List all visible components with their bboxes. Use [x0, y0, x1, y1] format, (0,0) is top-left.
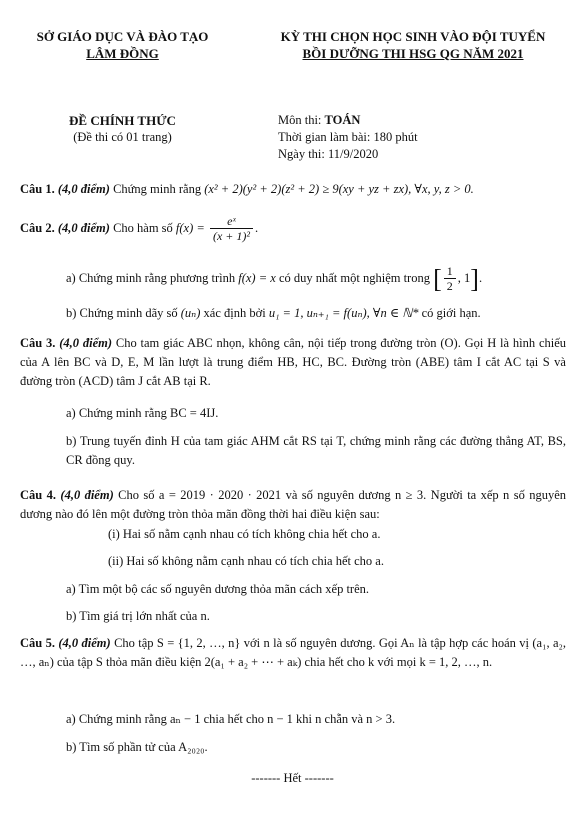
q2-label: Câu 2. — [20, 220, 55, 235]
q5-part-b: b) Tìm số phần tử của A₂₀₂₀. — [66, 740, 208, 754]
q2-function-numerator: eˣ — [210, 214, 253, 229]
subject-line — [278, 112, 418, 129]
q2-part-a: a) Chứng minh rằng phương trình f(x) = x có duy nhất một nghiệm trong [ $\frac{1}{2}$ , 1]. — [66, 264, 483, 294]
q1-label: Câu 1. — [20, 182, 55, 196]
org-line-1: SỞ GIÁO DỤC VÀ ĐÀO TẠO — [36, 29, 209, 44]
q4-points: (4,0 điểm) — [60, 488, 114, 502]
question-2: Câu 2. (4,0 điểm) Cho hàm số f(x) = $\frac{\text{eˣ}}{\text{(x + 1)²}}$ . — [20, 214, 259, 243]
header-exam-title — [258, 28, 568, 62]
q2a-interval-den: 2 — [446, 279, 453, 293]
question-3 — [20, 334, 566, 391]
org-line-2 — [20, 45, 225, 62]
right-bracket-icon: ] — [470, 264, 479, 294]
subject-label: Môn thi: — [278, 113, 325, 127]
subject-value: TOÁN — [324, 113, 361, 127]
q2a-interval-rest: , 1 — [457, 270, 471, 285]
org-line-2-text: LÂM ĐỒNG — [86, 46, 159, 61]
official-block — [20, 112, 225, 146]
question-4 — [20, 486, 566, 524]
q1-text: Chứng minh rằng — [113, 182, 202, 196]
q2a-interval-fraction — [444, 264, 456, 294]
q2b-end: có giới hạn. — [421, 306, 481, 320]
q4-label: Câu 4. — [20, 488, 56, 502]
q3-text: Cho tam giác ABC nhọn, không cân, nội tiếp trong đường tròn (O). Gọi H là hình chiếu của A lên BC và D, E, M lần lượt là trung điểm HB, HC, BC. Đường tròn (ABE) tâm I cắt AC tại S và đường tròn (ACD) tâm J cắt AB tại R. — [20, 336, 567, 388]
end-marker: ------- Hết ------- — [251, 771, 334, 785]
q2-function-fraction — [210, 214, 253, 244]
question-1 — [20, 180, 566, 199]
q4-condition-1: (i) Hai số nằm cạnh nhau có tích không chia hết cho a. — [108, 527, 381, 541]
q3-part-b: b) Trung tuyến đỉnh H của tam giác AHM cắt RS tại T, chứng minh rằng các đường thẳng AT, BS, CR đồng quy. — [66, 434, 566, 467]
q5-text: Cho tập S = {1, 2, …, n} với n là số nguyên dương. Gọi Aₙ là tập hợp các hoán vị (a₁, a₂, …, aₙ) của tập S thỏa mãn điều kiện 2(a₁ + a₂ + ⋯ + aₖ) chia hết cho k với mọi k = 1, 2, …, n. — [20, 636, 566, 669]
exam-title-line-2-text: BỒI DƯỠNG THI HSG QG NĂM 2021 — [302, 46, 524, 61]
q5-points: (4,0 điểm) — [58, 636, 111, 650]
page-count-note: (Đề thi có 01 trang) — [73, 130, 172, 144]
header-organization — [20, 28, 225, 62]
q4-part-b: b) Tìm giá trị lớn nhất của n. — [66, 609, 210, 623]
time-line: Thời gian làm bài: 180 phút — [278, 130, 418, 144]
q2a-interval-num: 1 — [444, 264, 456, 279]
q2b-text: b) Chứng minh dãy số — [66, 306, 178, 320]
exam-title-line-2 — [258, 45, 568, 62]
q2a-equation: f(x) = x — [238, 270, 276, 285]
q3-points: (4,0 điểm) — [59, 336, 113, 350]
q3-label: Câu 3. — [20, 336, 56, 350]
q4-condition-2: (ii) Hai số không nằm cạnh nhau có tích chia hết cho a. — [108, 554, 384, 568]
date-line: Ngày thi: 11/9/2020 — [278, 147, 379, 161]
q5-label: Câu 5. — [20, 636, 55, 650]
left-bracket-icon: [ — [433, 264, 442, 294]
exam-info — [278, 112, 418, 163]
q2a-mid: có duy nhất một nghiệm trong — [278, 270, 430, 285]
q2-part-b — [66, 304, 566, 323]
q2-text: Cho hàm số — [113, 220, 173, 235]
q2b-mid: xác định bởi — [203, 306, 266, 320]
q3-part-a: a) Chứng minh rằng BC = 4IJ. — [66, 406, 219, 420]
q2b-definition: u₁ = 1, uₙ₊₁ = f(uₙ), ∀n ∈ ℕ* — [268, 306, 419, 320]
question-5 — [20, 634, 566, 672]
official-title: ĐỀ CHÍNH THỨC — [69, 113, 176, 128]
q2b-sequence: (uₙ) — [180, 306, 201, 320]
q1-points: (4,0 điểm) — [57, 182, 110, 196]
q4-text: Cho số a = 2019 · 2020 · 2021 và số nguyên dương n ≥ 3. Người ta xếp n số nguyên dương nào đó lên một đường tròn thỏa mãn đồng thời hai điều kiện sau: — [20, 488, 567, 521]
q1-expression: (x² + 2)(y² + 2)(z² + 2) ≥ 9(xy + yz + zx), ∀x, y, z > 0. — [204, 182, 474, 196]
q2-function-denominator: (x + 1)² — [212, 229, 250, 243]
exam-title-line-1: KỲ THI CHỌN HỌC SINH VÀO ĐỘI TUYỂN — [280, 29, 546, 44]
q2-points: (4,0 điểm) — [57, 220, 110, 235]
q2a-text: a) Chứng minh rằng phương trình — [66, 270, 236, 285]
q4-part-a: a) Tìm một bộ các số nguyên dương thỏa mãn cách xếp trên. — [66, 582, 369, 596]
q2-function-lhs: f(x) = — [175, 220, 205, 235]
q5-part-a: a) Chứng minh rằng aₙ − 1 chia hết cho n − 1 khi n chẵn và n > 3. — [66, 712, 396, 726]
